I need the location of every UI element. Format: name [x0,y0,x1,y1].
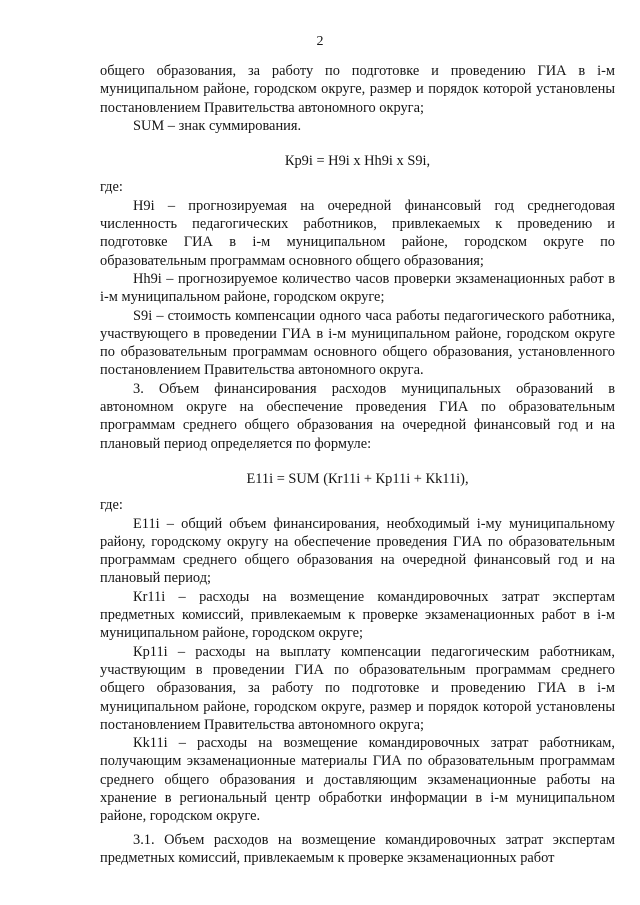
page-number: 2 [316,34,324,49]
where-label: где: [100,497,123,514]
definition-kp11i: Кр11i – расходы на выплату компенсации педагогическим работникам, участвующим в проведении ГИА по образовательным программам среднего общего образования, за работу по подготовке и проведению ГИА в i-м муниципальном районе, городском округе, размер и порядок которой установлены постановлением Правительства автономного округа; [100,643,615,733]
document-body [100,62,615,867]
definition-kr11i: Кr11i – расходы на возмещение командировочных затрат экспертам предметных комиссий, привлекаемым к проверке экзаменационных работ в i-м муниципальном районе, городском округе; [100,588,615,642]
where-label: где: [100,179,123,196]
definition-h9i: Н9i – прогнозируемая на очередной финансовый год среднегодовая численность педагогических работников, привлекаемых к проведению и подготовке ГИА в i-м муниципальном районе, городском округе по образовательным программам основного общего образования; [100,197,615,269]
definition-e11i: Е11i – общий объем финансирования, необходимый i-му муниципальному району, городскому округу на обеспечение проведения ГИА по образовательным программам среднего общего образования на очередной финансовый год и на плановый период; [100,515,615,587]
paragraph-continuation: общего образования, за работу по подготовке и проведению ГИА в i-м муниципальном районе, городском округе, размер и порядок которой установлены постановлением Правительства автономного округа; [100,63,615,116]
definition-kk11i: Кk11i – расходы на возмещение командировочных затрат работникам, получающим экзаменационные материалы ГИА по образовательным программам среднего общего образования и доставляющим экзаменационные работы на хранение в региональный центр обработки информации в i-м муниципальном районе, городском округе. [100,735,615,825]
paragraph-section-3: 3. Объем финансирования расходов муниципальных образований в автономном округе на обеспечение проведения ГИА по образовательным программам среднего общего образования на очередной финансовый год и на плановый период определяется по формуле: [100,380,615,452]
paragraph-sum-definition: SUM – знак суммирования. [133,117,302,134]
paragraph-section-3-1: 3.1. Объем расходов на возмещение командировочных затрат экспертам предметных комиссий, привлекаемым к проверке экзаменационных работ [100,831,615,866]
formula-kp9: Кр9i = Н9i х Нh9i х S9i, [284,153,431,170]
definition-s9i: S9i – стоимость компенсации одного часа работы педагогического работника, участвующего в проведении ГИА в i-м муниципальном районе, городском округе по образовательным программам основного общего образования, установленного постановлением Правительства автономного округа. [100,307,615,379]
formula-e11: Е11i = SUM (Кr11i + Кр11i + Кk11i), [246,470,469,487]
definition-hh9i: Нh9i – прогнозируемое количество часов проверки экзаменационных работ в i-м муниципальном районе, городском округе; [100,270,615,306]
